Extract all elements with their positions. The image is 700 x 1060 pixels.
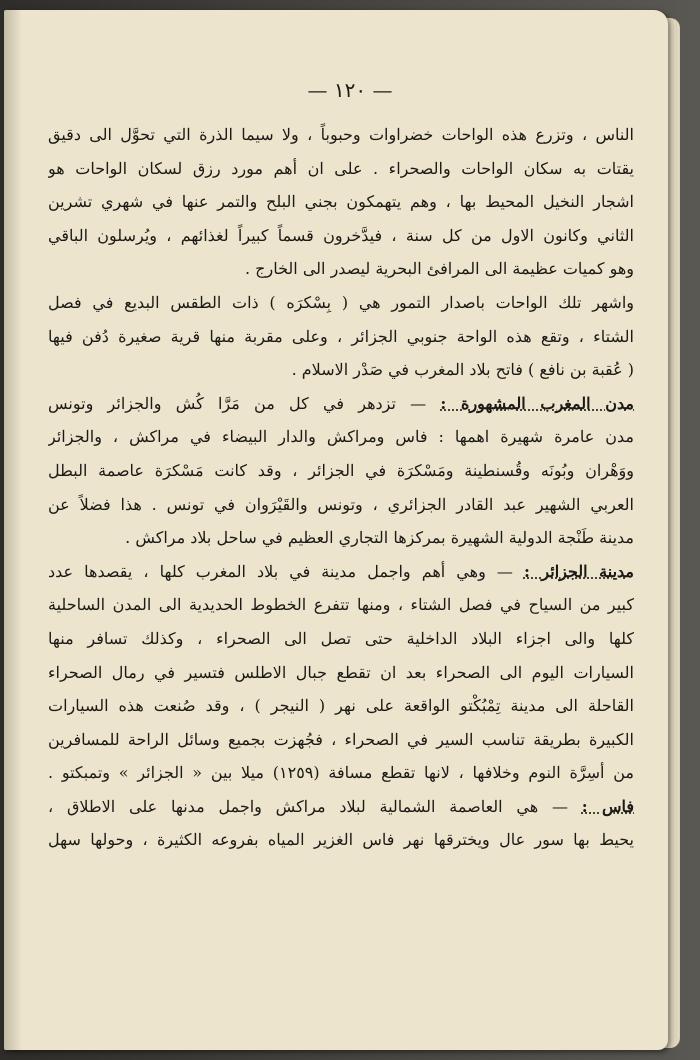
text-line: ( عُقبة بن نافع ) فاتح بلاد المغرب في صَدْر الاسلام . (291, 360, 634, 380)
section-heading-line: مدينة الجزائر : — وهي أهم واجمل مدينة في بلاد المغرب كلها ، يقصدها عدد (48, 561, 634, 581)
text-line: السيارات اليوم الى الصحراء بعد ان تقطع جبال الاطلس فتسير في رمال الصحراء (48, 662, 634, 682)
text-line: من أسِرَّة النوم وخلافها ، لانها تقطع مسافة (١٢٥٩) ميلا بين « الجزائر » وتمبكتو . (48, 763, 634, 783)
text-line: كلها والى اجزاء البلاد الداخلية حتى تصل الى الصحراء ، وكذلك تسافر منها (48, 628, 634, 648)
text-line: الناس ، وتزرع هذه الواحات خضراوات وحبوباً ، ولا سيما الذرة التي تحوَّل الى دقيق (48, 125, 634, 144)
section-heading: مدينة الجزائر : (523, 561, 634, 581)
text-line: يحيط بها سور عال ويخترقها نهر فاس الغزير المياه بفروعه الكثيرة ، وحولها سهل (48, 830, 634, 850)
page-number: — ١٢٠ — (307, 78, 393, 102)
text-line: كبير من السياح في فصل الشتاء ، ومنها تتفرع الخطوط الحديدية الى المدن الساحلية (48, 595, 634, 615)
body-text (48, 118, 634, 857)
text-line: يقتات به سكان الواحات والصحراء . على ان أهم مورد رزق لسكان الواحات هو (48, 158, 634, 178)
text-line: مدينة طَنْجة الدولية الشهيرة بمركزها التجاري العظيم في ساحل بلاد مراكش . (125, 528, 634, 548)
text-line: اشجار النخيل المحيط بها ، وهم يتهمكون بجني البلح والتمر عنها في شهري تشرين (48, 192, 634, 212)
text-line: القاحلة الى مدينة تِمْبُكْتو الواقعة على نهر ( النيجر ) ، وقد صُنعت هذه السيارات (48, 696, 634, 716)
text-line: مدن عامرة شهيرة اهمها : فاس ومراكش والدار البيضاء في مراكش ، والجزائر (48, 427, 634, 447)
section-heading: فاس : (581, 796, 634, 816)
section-heading-line: فاس : — هي العاصمة الشمالية لبلاد مراكش واجمل مدنها على الاطلاق ، (48, 796, 634, 816)
text-line: الشتاء ، وتقع هذه الواحة جنوبي الجزائر ، وعلى مقربة منها قرية صغيرة دُفن فيها (48, 326, 634, 346)
text-line: وهو كميات عظيمة الى المرافئ البحرية ليصدر الى الخارج . (244, 259, 634, 279)
page-gutter-shadow (4, 10, 22, 1050)
text-line: الكبيرة بطريقة تناسب السير في الصحراء ، فجُهزت بجميع وسائل الراحة للمسافرين (48, 729, 634, 749)
section-heading-line: مدن المغرب المشهورة : — تزدهر في كل من مَرَّا كُش والجزائر وتونس (48, 393, 634, 413)
text-line: العربي الشهير عبد القادر الجزائري ، وتونس والقَيْرَوان في تونس . هذا فضلاً عن (48, 494, 634, 514)
text-line: ووَهْران وبُونَه وقُسنطينة ومَسْكرَة في الجزائر ، وقد كانت مَسْكرَة عاصمة البطل (48, 460, 634, 480)
text-line: الثاني وكانون الاول من كل سنة ، فيدَّخرون قسماً كبيراً لغذائهم ، ويُرسلون الباقي (48, 225, 634, 245)
text-line: واشهر تلك الواحات باصدار التمور هي ( بِسْكرَه ) ذات الطقس البديع في فصل (48, 292, 634, 312)
section-heading: مدن المغرب المشهورة : (440, 393, 634, 413)
